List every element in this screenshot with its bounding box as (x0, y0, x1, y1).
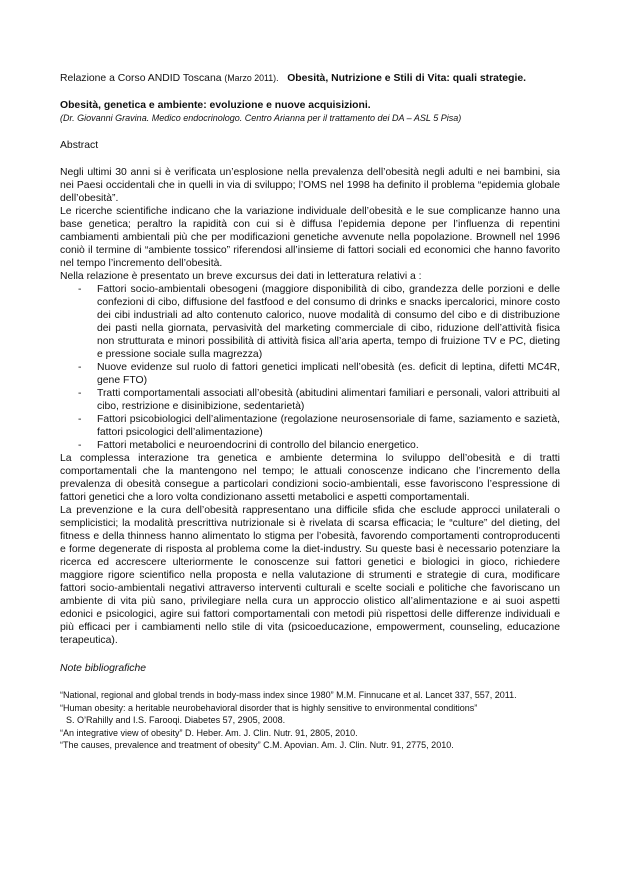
bullet-dash: - (78, 388, 82, 399)
list-item (78, 439, 560, 452)
body-paragraph: La complessa interazione tra genetica e ambiente determina lo sviluppo dell’obesità e di tratti comportamentali che la mantengono nel tempo; le attuali conoscenze indicano che l’incremento della prevalenza di obesità consegue a particolari condizioni socio-ambientali, esse favoriscono l’espressione di fattori genetici che a loro volta condizionano assetti metabolici e aspetti comportamentali. (60, 453, 560, 503)
factor-list (60, 283, 560, 452)
list-item (78, 413, 560, 439)
reference-item: S. O’Rahilly and I.S. Farooqi. Diabetes 57, 2905, 2008. (66, 715, 286, 726)
abstract-paragraph: Negli ultimi 30 anni si è verificata un’esplosione nella prevalenza dell’obesità negli adulti e nei bambini, sia nei Paesi occidentali che in quelli in via di sviluppo; l’OMS nel 1998 ha definito il problema “epidemia globale dell’obesità”. (60, 167, 560, 204)
abstract-heading: Abstract (60, 140, 99, 151)
header-date: (Marzo 2011). (224, 73, 279, 83)
header-prefix: Relazione a Corso ANDID Toscana (60, 73, 222, 84)
notes-heading: Note bibliografiche (60, 663, 147, 674)
bullet-dash: - (78, 284, 82, 295)
list-item-text: Fattori socio-ambientali obesogeni (maggiore disponibilità di cibo, grandezza delle porzioni e delle confezioni di cibo, diffusione del fastfood e del consumo di drinks e snacks ipercalorici, minore costo dei cibi industriali ad alto contenuto calorico, nuove modalità di consumo del cibo e di distribuzione dei pasti nella giornata, pervasività del marketing commerciale di cibo, riduzione dell’attività fisica non strutturata e minori possibilità di attività fisica all’aria aperta, tempo di fruizione TV e PC, dieting e pressione sociale sulla magrezza) (97, 284, 560, 360)
list-item (78, 387, 560, 413)
bullet-dash: - (78, 440, 82, 451)
abstract-paragraph: Le ricerche scientifiche indicano che la variazione individuale dell’obesità e le sue complicanze hanno una base genetica; peraltro la rapidità con cui si è diffusa l’epidemia depone per l’influenza di repentini cambiamenti ambientali più che per modificazioni genetiche avvenute nella popolazione. Brownell nel 1996 coniò il termine di “ambiente tossico” riferendosi all’insieme di fattori sociali ed economici che hanno favorito nel tempo l’incremento dell’obesità. (60, 206, 560, 269)
reference-item: “The causes, prevalence and treatment of obesity” C.M. Apovian. Am. J. Clin. Nutr. 91, 2775, 2010. (60, 740, 454, 751)
abstract-paragraph: Nella relazione è presentato un breve excursus dei dati in letteratura relativi a : (60, 271, 422, 282)
header-title: Obesità, Nutrizione e Stili di Vita: quali strategie. (287, 73, 527, 84)
list-item (78, 283, 560, 361)
list-item-text: Fattori metabolici e neuroendocrini di controllo del bilancio energetico. (97, 440, 419, 451)
article-subtitle: Obesità, genetica e ambiente: evoluzione e nuove acquisizioni. (60, 100, 371, 111)
document-page (60, 72, 560, 752)
reference-item: “National, regional and global trends in body-mass index since 1980” M.M. Finnucane et al. Lancet 337, 557, 2011. (60, 690, 517, 700)
list-item-text: Nuove evidenze sul ruolo di fattori genetici implicati nell’obesità (es. deficit di leptina, difetti MC4R, gene FTO) (97, 362, 560, 386)
list-item (78, 361, 560, 387)
bullet-dash: - (78, 362, 82, 373)
reference-item: “An integrative view of obesity” D. Heber. Am. J. Clin. Nutr. 91, 2805, 2010. (60, 727, 358, 738)
document-header (60, 72, 560, 85)
body-paragraph: La prevenzione e la cura dell’obesità rappresentano una difficile sfida che esclude approcci unilaterali o semplicistici; la modalità prescrittiva nutrizionale si è rivelata di scarsa efficacia; le “culture” del dieting, del fitness e della thinness hanno alimentato lo stigma per l’obesità, favorendo comportamenti controproducenti e forme degenerate di risposta al problema come la diet-industry. Su queste basi è necessario potenziare la ricerca ed accrescere ulteriormente le conoscenze sui fattori genetici e biologici in gioco, richiedere maggiore rigore scientifico nella proposta e nella valutazione di strumenti e strategie di cura, modificare fattori socio-ambientali negativi attraverso interventi culturali e scelte sociali e politiche che favoriscano un ambiente di vita più sano, privilegiare nella cura un approccio olistico all’alimentazione e ai suoi aspetti edonici e psicologici, agire sui fattori comportamentali con metodi più rispettosi delle differenze individuali e più efficaci per i cambiamenti nello stile di vita (psicoeducazione, empowerment, counseling, educazione terapeutica). (60, 505, 560, 646)
author-affiliation: (Dr. Giovanni Gravina. Medico endocrinologo. Centro Arianna per il trattamento dei DA – ASL 5 Pisa) (60, 113, 462, 123)
list-item-text: Tratti comportamentali associati all’obesità (abitudini alimentari familiari e personali, valori attribuiti al cibo, restrizione e disinibizione, sedentarietà) (97, 388, 560, 412)
reference-item: “Human obesity: a heritable neurobehavioral disorder that is highly sensitive to environmental conditions” (60, 702, 478, 713)
list-item-text: Fattori psicobiologici dell’alimentazione (regolazione neurosensoriale di fame, saziamento e sazietà, fattori psicologici dell’alimentazione) (97, 414, 560, 438)
bullet-dash: - (78, 414, 82, 425)
